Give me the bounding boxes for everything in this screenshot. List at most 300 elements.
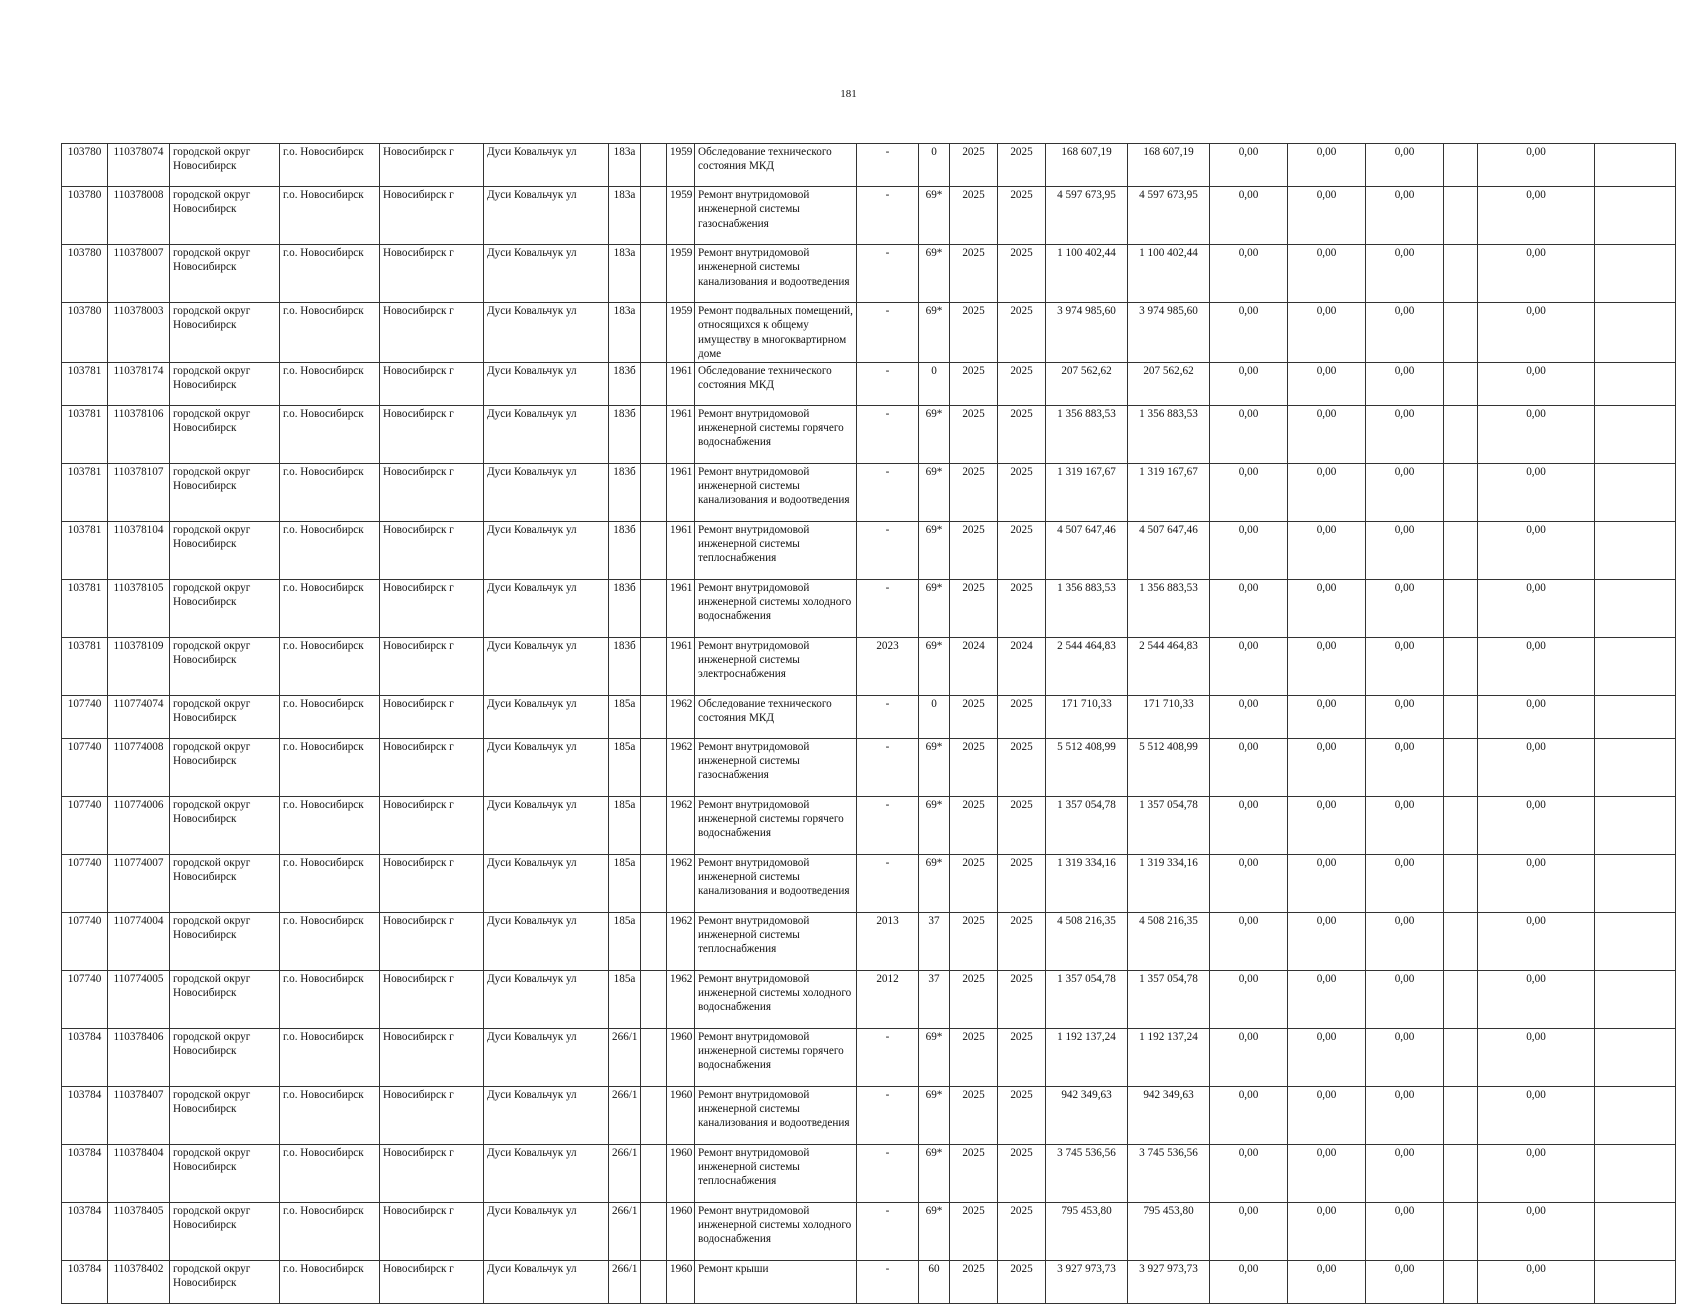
city-cell: Новосибирск г: [380, 970, 484, 1028]
wear-percent-cell: 60: [919, 1260, 950, 1303]
regional-funds-cell: 0,00: [1288, 796, 1366, 854]
fund-cost-cell: 4 508 216,35: [1128, 912, 1210, 970]
house-id-cell: 103780: [62, 187, 108, 245]
work-type-cell: Ремонт внутридомовой инженерной системы канализования и водоотведения: [695, 854, 857, 912]
previous-repair-year-cell: -: [857, 187, 919, 245]
district-cell: городской округ Новосибирск: [170, 637, 280, 695]
regional-funds-cell: 0,00: [1288, 695, 1366, 738]
federal-funds-cell: 0,00: [1210, 303, 1288, 363]
building-cell: [641, 1202, 667, 1260]
district-cell: городской округ Новосибирск: [170, 738, 280, 796]
house-number-cell: 266/1: [609, 1086, 641, 1144]
owner-funds-cell: 0,00: [1478, 695, 1595, 738]
owner-funds-cell: 0,00: [1478, 1202, 1595, 1260]
fund-cost-cell: 171 710,33: [1128, 695, 1210, 738]
city-cell: Новосибирск г: [380, 1144, 484, 1202]
municipal-funds-cell: 0,00: [1366, 1260, 1444, 1303]
municipal-funds-cell: 0,00: [1366, 738, 1444, 796]
settlement-cell: г.о. Новосибирск: [280, 1086, 380, 1144]
building-cell: [641, 637, 667, 695]
federal-funds-cell: 0,00: [1210, 637, 1288, 695]
note-cell: [1595, 970, 1676, 1028]
table-row: [62, 637, 1676, 695]
spacer-cell: [1444, 637, 1478, 695]
owner-funds-cell: 0,00: [1478, 637, 1595, 695]
building-cell: [641, 738, 667, 796]
fund-cost-cell: 1 192 137,24: [1128, 1028, 1210, 1086]
total-cost-cell: 1 192 137,24: [1046, 1028, 1128, 1086]
federal-funds-cell: 0,00: [1210, 738, 1288, 796]
build-year-cell: 1960: [667, 1086, 695, 1144]
federal-funds-cell: 0,00: [1210, 796, 1288, 854]
table-row: [62, 912, 1676, 970]
work-type-cell: Ремонт внутридомовой инженерной системы холодного водоснабжения: [695, 1202, 857, 1260]
work-code-cell: 110378402: [108, 1260, 170, 1303]
wear-percent-cell: 37: [919, 912, 950, 970]
settlement-cell: г.о. Новосибирск: [280, 1028, 380, 1086]
house-id-cell: 107740: [62, 695, 108, 738]
wear-percent-cell: 37: [919, 970, 950, 1028]
regional-funds-cell: 0,00: [1288, 144, 1366, 187]
city-cell: Новосибирск г: [380, 695, 484, 738]
previous-repair-year-cell: -: [857, 1144, 919, 1202]
wear-percent-cell: 69*: [919, 303, 950, 363]
wear-percent-cell: 69*: [919, 405, 950, 463]
total-cost-cell: 1 319 334,16: [1046, 854, 1128, 912]
street-cell: Дуси Ковальчук ул: [484, 463, 609, 521]
street-cell: Дуси Ковальчук ул: [484, 245, 609, 303]
spacer-cell: [1444, 854, 1478, 912]
house-id-cell: 103784: [62, 1086, 108, 1144]
table-row: [62, 854, 1676, 912]
work-type-cell: Ремонт внутридомовой инженерной системы канализования и водоотведения: [695, 1086, 857, 1144]
end-year-cell: 2025: [998, 405, 1046, 463]
previous-repair-year-cell: 2012: [857, 970, 919, 1028]
end-year-cell: 2025: [998, 796, 1046, 854]
fund-cost-cell: 4 597 673,95: [1128, 187, 1210, 245]
house-number-cell: 183а: [609, 144, 641, 187]
federal-funds-cell: 0,00: [1210, 1202, 1288, 1260]
house-number-cell: 183а: [609, 303, 641, 363]
city-cell: Новосибирск г: [380, 738, 484, 796]
house-id-cell: 103780: [62, 144, 108, 187]
district-cell: городской округ Новосибирск: [170, 362, 280, 405]
district-cell: городской округ Новосибирск: [170, 579, 280, 637]
building-cell: [641, 1028, 667, 1086]
district-cell: городской округ Новосибирск: [170, 187, 280, 245]
street-cell: Дуси Ковальчук ул: [484, 637, 609, 695]
street-cell: Дуси Ковальчук ул: [484, 362, 609, 405]
spacer-cell: [1444, 405, 1478, 463]
federal-funds-cell: 0,00: [1210, 521, 1288, 579]
owner-funds-cell: 0,00: [1478, 1260, 1595, 1303]
end-year-cell: 2025: [998, 854, 1046, 912]
fund-cost-cell: 168 607,19: [1128, 144, 1210, 187]
city-cell: Новосибирск г: [380, 521, 484, 579]
spacer-cell: [1444, 1086, 1478, 1144]
work-code-cell: 110774007: [108, 854, 170, 912]
work-type-cell: Ремонт внутридомовой инженерной системы теплоснабжения: [695, 912, 857, 970]
wear-percent-cell: 69*: [919, 854, 950, 912]
spacer-cell: [1444, 970, 1478, 1028]
table-row: [62, 796, 1676, 854]
district-cell: городской округ Новосибирск: [170, 521, 280, 579]
build-year-cell: 1961: [667, 521, 695, 579]
district-cell: городской округ Новосибирск: [170, 1028, 280, 1086]
wear-percent-cell: 0: [919, 362, 950, 405]
table-row: [62, 303, 1676, 363]
wear-percent-cell: 69*: [919, 1028, 950, 1086]
building-cell: [641, 405, 667, 463]
work-type-cell: Ремонт внутридомовой инженерной системы теплоснабжения: [695, 521, 857, 579]
table-row: [62, 463, 1676, 521]
federal-funds-cell: 0,00: [1210, 405, 1288, 463]
previous-repair-year-cell: -: [857, 695, 919, 738]
street-cell: Дуси Ковальчук ул: [484, 1260, 609, 1303]
end-year-cell: 2025: [998, 738, 1046, 796]
spacer-cell: [1444, 463, 1478, 521]
work-type-cell: Ремонт внутридомовой инженерной системы горячего водоснабжения: [695, 796, 857, 854]
table-row: [62, 187, 1676, 245]
federal-funds-cell: 0,00: [1210, 1086, 1288, 1144]
wear-percent-cell: 69*: [919, 187, 950, 245]
federal-funds-cell: 0,00: [1210, 912, 1288, 970]
note-cell: [1595, 1144, 1676, 1202]
work-code-cell: 110774006: [108, 796, 170, 854]
start-year-cell: 2025: [950, 738, 998, 796]
work-code-cell: 110378109: [108, 637, 170, 695]
repair-register-table: [61, 143, 1676, 1304]
city-cell: Новосибирск г: [380, 1086, 484, 1144]
owner-funds-cell: 0,00: [1478, 970, 1595, 1028]
end-year-cell: 2025: [998, 144, 1046, 187]
start-year-cell: 2025: [950, 1144, 998, 1202]
start-year-cell: 2025: [950, 854, 998, 912]
start-year-cell: 2025: [950, 463, 998, 521]
spacer-cell: [1444, 796, 1478, 854]
table-row: [62, 1260, 1676, 1303]
previous-repair-year-cell: -: [857, 303, 919, 363]
house-number-cell: 185а: [609, 695, 641, 738]
fund-cost-cell: 3 974 985,60: [1128, 303, 1210, 363]
start-year-cell: 2025: [950, 970, 998, 1028]
municipal-funds-cell: 0,00: [1366, 144, 1444, 187]
district-cell: городской округ Новосибирск: [170, 796, 280, 854]
spacer-cell: [1444, 912, 1478, 970]
work-code-cell: 110378008: [108, 187, 170, 245]
total-cost-cell: 1 356 883,53: [1046, 405, 1128, 463]
owner-funds-cell: 0,00: [1478, 187, 1595, 245]
house-id-cell: 103781: [62, 362, 108, 405]
table-row: [62, 362, 1676, 405]
owner-funds-cell: 0,00: [1478, 463, 1595, 521]
spacer-cell: [1444, 579, 1478, 637]
street-cell: Дуси Ковальчук ул: [484, 1144, 609, 1202]
note-cell: [1595, 1202, 1676, 1260]
house-id-cell: 107740: [62, 912, 108, 970]
municipal-funds-cell: 0,00: [1366, 912, 1444, 970]
work-type-cell: Ремонт внутридомовой инженерной системы холодного водоснабжения: [695, 579, 857, 637]
end-year-cell: 2025: [998, 579, 1046, 637]
city-cell: Новосибирск г: [380, 1260, 484, 1303]
building-cell: [641, 303, 667, 363]
total-cost-cell: 795 453,80: [1046, 1202, 1128, 1260]
work-code-cell: 110378107: [108, 463, 170, 521]
building-cell: [641, 695, 667, 738]
previous-repair-year-cell: -: [857, 362, 919, 405]
municipal-funds-cell: 0,00: [1366, 579, 1444, 637]
spacer-cell: [1444, 245, 1478, 303]
municipal-funds-cell: 0,00: [1366, 695, 1444, 738]
start-year-cell: 2025: [950, 796, 998, 854]
house-number-cell: 185а: [609, 970, 641, 1028]
settlement-cell: г.о. Новосибирск: [280, 579, 380, 637]
owner-funds-cell: 0,00: [1478, 1144, 1595, 1202]
work-type-cell: Ремонт внутридомовой инженерной системы теплоснабжения: [695, 1144, 857, 1202]
district-cell: городской округ Новосибирск: [170, 463, 280, 521]
work-code-cell: 110774004: [108, 912, 170, 970]
work-code-cell: 110378105: [108, 579, 170, 637]
building-cell: [641, 463, 667, 521]
start-year-cell: 2025: [950, 362, 998, 405]
city-cell: Новосибирск г: [380, 796, 484, 854]
total-cost-cell: 4 597 673,95: [1046, 187, 1128, 245]
fund-cost-cell: 1 357 054,78: [1128, 970, 1210, 1028]
street-cell: Дуси Ковальчук ул: [484, 695, 609, 738]
district-cell: городской округ Новосибирск: [170, 912, 280, 970]
total-cost-cell: 1 357 054,78: [1046, 796, 1128, 854]
street-cell: Дуси Ковальчук ул: [484, 796, 609, 854]
total-cost-cell: 5 512 408,99: [1046, 738, 1128, 796]
build-year-cell: 1959: [667, 245, 695, 303]
city-cell: Новосибирск г: [380, 245, 484, 303]
regional-funds-cell: 0,00: [1288, 362, 1366, 405]
start-year-cell: 2025: [950, 1028, 998, 1086]
work-code-cell: 110378407: [108, 1086, 170, 1144]
federal-funds-cell: 0,00: [1210, 1260, 1288, 1303]
work-type-cell: Ремонт внутридомовой инженерной системы холодного водоснабжения: [695, 970, 857, 1028]
house-number-cell: 183б: [609, 362, 641, 405]
house-id-cell: 103781: [62, 579, 108, 637]
municipal-funds-cell: 0,00: [1366, 637, 1444, 695]
house-number-cell: 183б: [609, 405, 641, 463]
start-year-cell: 2025: [950, 1260, 998, 1303]
wear-percent-cell: 69*: [919, 1086, 950, 1144]
owner-funds-cell: 0,00: [1478, 405, 1595, 463]
house-number-cell: 266/1: [609, 1144, 641, 1202]
build-year-cell: 1962: [667, 854, 695, 912]
settlement-cell: г.о. Новосибирск: [280, 970, 380, 1028]
street-cell: Дуси Ковальчук ул: [484, 738, 609, 796]
owner-funds-cell: 0,00: [1478, 579, 1595, 637]
municipal-funds-cell: 0,00: [1366, 303, 1444, 363]
build-year-cell: 1960: [667, 1144, 695, 1202]
owner-funds-cell: 0,00: [1478, 854, 1595, 912]
previous-repair-year-cell: -: [857, 738, 919, 796]
work-code-cell: 110378106: [108, 405, 170, 463]
settlement-cell: г.о. Новосибирск: [280, 854, 380, 912]
city-cell: Новосибирск г: [380, 405, 484, 463]
owner-funds-cell: 0,00: [1478, 362, 1595, 405]
total-cost-cell: 168 607,19: [1046, 144, 1128, 187]
regional-funds-cell: 0,00: [1288, 1202, 1366, 1260]
fund-cost-cell: 1 357 054,78: [1128, 796, 1210, 854]
house-number-cell: 183б: [609, 463, 641, 521]
total-cost-cell: 171 710,33: [1046, 695, 1128, 738]
federal-funds-cell: 0,00: [1210, 362, 1288, 405]
previous-repair-year-cell: -: [857, 144, 919, 187]
wear-percent-cell: 0: [919, 695, 950, 738]
municipal-funds-cell: 0,00: [1366, 796, 1444, 854]
house-number-cell: 183а: [609, 187, 641, 245]
street-cell: Дуси Ковальчук ул: [484, 405, 609, 463]
work-code-cell: 110378404: [108, 1144, 170, 1202]
spacer-cell: [1444, 1144, 1478, 1202]
house-id-cell: 103781: [62, 463, 108, 521]
start-year-cell: 2025: [950, 1086, 998, 1144]
work-type-cell: Ремонт внутридомовой инженерной системы горячего водоснабжения: [695, 405, 857, 463]
municipal-funds-cell: 0,00: [1366, 521, 1444, 579]
federal-funds-cell: 0,00: [1210, 187, 1288, 245]
municipal-funds-cell: 0,00: [1366, 463, 1444, 521]
fund-cost-cell: 795 453,80: [1128, 1202, 1210, 1260]
house-id-cell: 103780: [62, 245, 108, 303]
house-id-cell: 103781: [62, 405, 108, 463]
municipal-funds-cell: 0,00: [1366, 1028, 1444, 1086]
start-year-cell: 2025: [950, 579, 998, 637]
note-cell: [1595, 1028, 1676, 1086]
work-type-cell: Обследование технического состояния МКД: [695, 362, 857, 405]
note-cell: [1595, 362, 1676, 405]
previous-repair-year-cell: -: [857, 405, 919, 463]
wear-percent-cell: 69*: [919, 463, 950, 521]
previous-repair-year-cell: -: [857, 463, 919, 521]
start-year-cell: 2024: [950, 637, 998, 695]
wear-percent-cell: 69*: [919, 1144, 950, 1202]
previous-repair-year-cell: -: [857, 796, 919, 854]
start-year-cell: 2025: [950, 245, 998, 303]
street-cell: Дуси Ковальчук ул: [484, 1086, 609, 1144]
district-cell: городской округ Новосибирск: [170, 245, 280, 303]
district-cell: городской округ Новосибирск: [170, 303, 280, 363]
house-number-cell: 183б: [609, 579, 641, 637]
federal-funds-cell: 0,00: [1210, 1028, 1288, 1086]
previous-repair-year-cell: -: [857, 854, 919, 912]
previous-repair-year-cell: -: [857, 521, 919, 579]
spacer-cell: [1444, 303, 1478, 363]
table-row: [62, 1144, 1676, 1202]
note-cell: [1595, 579, 1676, 637]
street-cell: Дуси Ковальчук ул: [484, 912, 609, 970]
house-number-cell: 183б: [609, 637, 641, 695]
build-year-cell: 1961: [667, 405, 695, 463]
work-type-cell: Обследование технического состояния МКД: [695, 695, 857, 738]
house-id-cell: 107740: [62, 796, 108, 854]
city-cell: Новосибирск г: [380, 463, 484, 521]
building-cell: [641, 362, 667, 405]
end-year-cell: 2025: [998, 1086, 1046, 1144]
house-number-cell: 266/1: [609, 1028, 641, 1086]
build-year-cell: 1959: [667, 303, 695, 363]
previous-repair-year-cell: -: [857, 1028, 919, 1086]
spacer-cell: [1444, 521, 1478, 579]
federal-funds-cell: 0,00: [1210, 1144, 1288, 1202]
city-cell: Новосибирск г: [380, 187, 484, 245]
start-year-cell: 2025: [950, 912, 998, 970]
settlement-cell: г.о. Новосибирск: [280, 362, 380, 405]
work-type-cell: Ремонт крыши: [695, 1260, 857, 1303]
regional-funds-cell: 0,00: [1288, 1144, 1366, 1202]
work-type-cell: Ремонт внутридомовой инженерной системы газоснабжения: [695, 738, 857, 796]
house-id-cell: 103781: [62, 637, 108, 695]
end-year-cell: 2024: [998, 637, 1046, 695]
street-cell: Дуси Ковальчук ул: [484, 521, 609, 579]
regional-funds-cell: 0,00: [1288, 912, 1366, 970]
table-row: [62, 1086, 1676, 1144]
federal-funds-cell: 0,00: [1210, 854, 1288, 912]
owner-funds-cell: 0,00: [1478, 144, 1595, 187]
regional-funds-cell: 0,00: [1288, 405, 1366, 463]
note-cell: [1595, 245, 1676, 303]
district-cell: городской округ Новосибирск: [170, 405, 280, 463]
total-cost-cell: 3 974 985,60: [1046, 303, 1128, 363]
city-cell: Новосибирск г: [380, 1028, 484, 1086]
street-cell: Дуси Ковальчук ул: [484, 1202, 609, 1260]
spacer-cell: [1444, 144, 1478, 187]
end-year-cell: 2025: [998, 1202, 1046, 1260]
previous-repair-year-cell: 2023: [857, 637, 919, 695]
previous-repair-year-cell: 2013: [857, 912, 919, 970]
spacer-cell: [1444, 362, 1478, 405]
regional-funds-cell: 0,00: [1288, 579, 1366, 637]
work-type-cell: Ремонт внутридомовой инженерной системы электроснабжения: [695, 637, 857, 695]
fund-cost-cell: 942 349,63: [1128, 1086, 1210, 1144]
settlement-cell: г.о. Новосибирск: [280, 912, 380, 970]
regional-funds-cell: 0,00: [1288, 637, 1366, 695]
settlement-cell: г.о. Новосибирск: [280, 637, 380, 695]
regional-funds-cell: 0,00: [1288, 854, 1366, 912]
house-number-cell: 183а: [609, 245, 641, 303]
city-cell: Новосибирск г: [380, 637, 484, 695]
municipal-funds-cell: 0,00: [1366, 187, 1444, 245]
work-code-cell: 110378007: [108, 245, 170, 303]
start-year-cell: 2025: [950, 695, 998, 738]
house-number-cell: 266/1: [609, 1260, 641, 1303]
house-number-cell: 183б: [609, 521, 641, 579]
start-year-cell: 2025: [950, 187, 998, 245]
settlement-cell: г.о. Новосибирск: [280, 187, 380, 245]
owner-funds-cell: 0,00: [1478, 303, 1595, 363]
wear-percent-cell: 69*: [919, 521, 950, 579]
district-cell: городской округ Новосибирск: [170, 970, 280, 1028]
start-year-cell: 2025: [950, 1202, 998, 1260]
regional-funds-cell: 0,00: [1288, 521, 1366, 579]
end-year-cell: 2025: [998, 187, 1046, 245]
note-cell: [1595, 463, 1676, 521]
wear-percent-cell: 69*: [919, 796, 950, 854]
building-cell: [641, 187, 667, 245]
fund-cost-cell: 2 544 464,83: [1128, 637, 1210, 695]
fund-cost-cell: 5 512 408,99: [1128, 738, 1210, 796]
end-year-cell: 2025: [998, 521, 1046, 579]
note-cell: [1595, 144, 1676, 187]
total-cost-cell: 1 357 054,78: [1046, 970, 1128, 1028]
work-code-cell: 110774008: [108, 738, 170, 796]
note-cell: [1595, 303, 1676, 363]
build-year-cell: 1960: [667, 1202, 695, 1260]
note-cell: [1595, 187, 1676, 245]
wear-percent-cell: 69*: [919, 1202, 950, 1260]
